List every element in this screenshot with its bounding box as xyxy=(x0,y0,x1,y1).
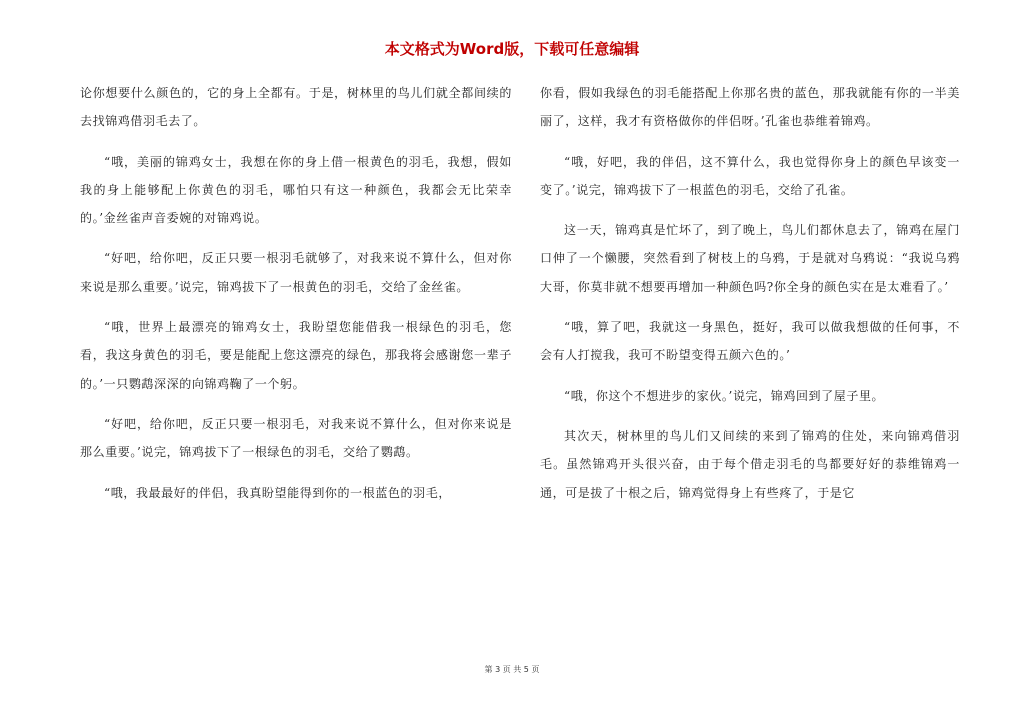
paragraph: “好吧，给你吧，反正只要一根羽毛就够了，对我来说不算什么，但对你来说是那么重要。’说完，锦鸡拔下了一根黄色的羽毛，交给了金丝雀。 xyxy=(80,251,512,294)
document-header: 本文格式为Word版，下载可任意编辑 xyxy=(384,40,640,58)
paragraph: 你看，假如我绿色的羽毛能搭配上你那名贵的蓝色，那我就能有你的一半美丽了，这样，我才有资格做你的伴侣呀。’孔雀也恭维着锦鸡。 xyxy=(540,86,960,129)
paragraph: “哦，你这个不想进步的家伙。’说完，锦鸡回到了屋子里。 xyxy=(564,388,885,403)
paragraph: “哦，美丽的锦鸡女士，我想在你的身上借一根黄色的羽毛，我想，假如我的身上能够配上你黄色的羽毛，哪怕只有这一种颜色，我都会无比荣幸的。’金丝雀声音委婉的对锦鸡说。 xyxy=(80,154,512,226)
paragraph: 这一天，锦鸡真是忙坏了，到了晚上，鸟儿们都休息去了，锦鸡在屋门口伸了一个懒腰，突然看到了树枝上的乌鸦，于是就对乌鸦说：“我说乌鸦大哥，你莫非就不想要再增加一种颜色吗?你全身的颜色实在是太难看了。’ xyxy=(540,223,960,294)
left-column xyxy=(80,79,512,507)
paragraph: “哦，我最最好的伴侣，我真盼望能得到你的一根蓝色的羽毛， xyxy=(104,485,451,500)
paragraph: 论你想要什么颜色的，它的身上全都有。于是，树林里的鸟儿们就全都间续的去找锦鸡借羽毛去了。 xyxy=(80,86,512,129)
right-column xyxy=(540,79,960,507)
paragraph: “哦，算了吧，我就这一身黑色，挺好，我可以做我想做的任何事，不会有人打搅我，我可不盼望变得五颜六色的。’ xyxy=(540,320,960,363)
paragraph: “好吧，给你吧，反正只要一根羽毛，对我来说不算什么，但对你来说是那么重要。’说完，锦鸡拔下了一根绿色的羽毛，交给了鹦鹉。 xyxy=(80,416,512,460)
paragraph: 其次天，树林里的鸟儿们又间续的来到了锦鸡的住处，来向锦鸡借羽毛。虽然锦鸡开头很兴奋，由于每个借走羽毛的鸟都要好好的恭维锦鸡一通，可是拔了十根之后，锦鸡觉得身上有些疼了，于是它 xyxy=(540,428,960,500)
paragraph: “哦，好吧，我的伴侣，这不算什么，我也觉得你身上的颜色早该变一变了。’说完，锦鸡拔下了一根蓝色的羽毛，交给了孔雀。 xyxy=(540,154,960,197)
page-number: 第 3 页 共 5 页 xyxy=(484,665,540,674)
paragraph: “哦，世界上最漂亮的锦鸡女士，我盼望您能借我一根绿色的羽毛，您看，我这身黄色的羽毛，要是能配上您这漂亮的绿色，那我将会感谢您一辈子的。’一只鹦鹉深深的向锦鸡鞠了一个躬。 xyxy=(80,320,512,391)
